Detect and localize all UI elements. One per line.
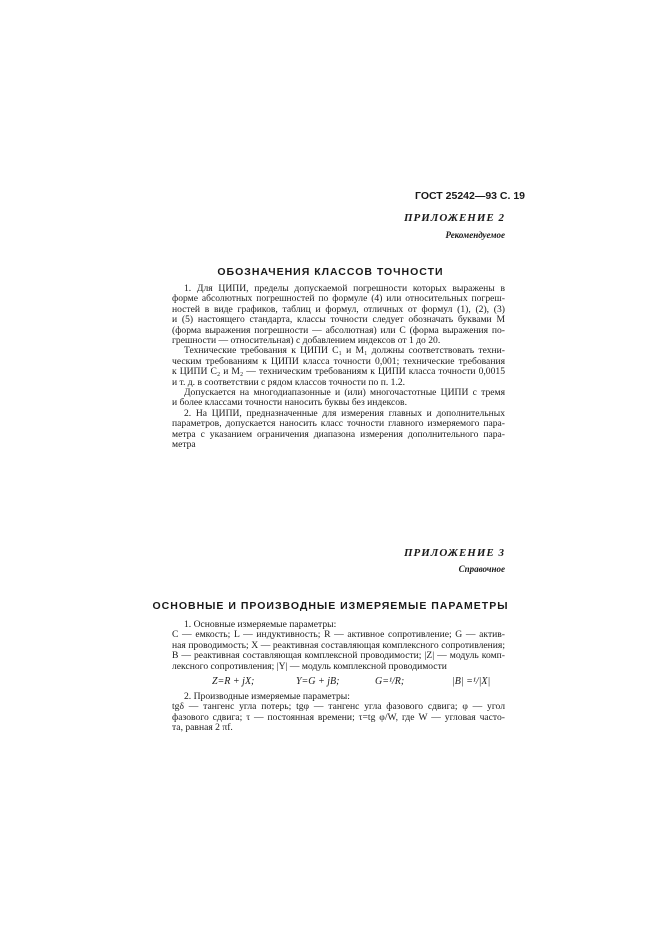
appendix-2-status: Рекомендуемое [445,230,505,240]
text-line: метра [172,439,196,450]
text-line: (форма выражения погрешности — абсолютная) или C (форма выражения по- [172,324,505,336]
text-line: метра с указанием ограничения диапазона измерения дополнительного пара- [172,428,505,440]
text-line: ностей в виде графиков, таблиц и формул, отличных от формул (1), (2), (3) [172,303,505,315]
text-line: фазового сдвига; τ — постоянная времени; τ=tg φ/W, где W — угловая часто- [172,711,505,723]
text-line: 2. Производные измеряемые параметры: [184,691,350,702]
appendix-2-label: ПРИЛОЖЕНИЕ 2 [403,212,505,224]
text-line: 1. Для ЦИПИ, пределы допускаемой погрешности которых выражены в [184,283,505,294]
formula: |B| =¹/|X| [452,676,491,687]
appendix-2-title: ОБОЗНАЧЕНИЯ КЛАССОВ ТОЧНОСТИ [217,266,444,278]
text-line: и т. д. в соответствии с рядом классов точности по п. 1.2. [172,376,406,388]
appendix-3-status: Справочное [458,564,505,574]
text-line: C — емкость; L — индуктивность; R — активное сопротивление; G — актив- [172,629,505,641]
text-line: B — реактивная составляющая комплексной проводимости; |Z| — модуль комп- [172,650,505,662]
text-line: Технические требования к ЦИПИ C₁ и M₁ должны соответствовать техни- [184,345,505,357]
page-header: ГОСТ 25242—93 С. 19 [415,190,526,202]
formula: Z=R + jX; [212,676,255,687]
text-line: лексного сопротивления; |Y| — модуль комплексной проводимости [172,660,447,672]
text-line: грешности — относительная) с добавлением индексов от 1 до 20. [172,335,441,346]
formula: Y=G + jB; [296,676,340,687]
appendix-3-label: ПРИЛОЖЕНИЕ 3 [403,547,505,559]
text-line: форме абсолютных погрешностей по формуле (4) или относительных погреш- [172,293,505,305]
appendix-3-title: ОСНОВНЫЕ И ПРОИЗВОДНЫЕ ИЗМЕРЯЕМЫЕ ПАРАМЕТРЫ [152,600,509,612]
text-line: параметров, допускается наносить класс точности главного измеряемого пара- [172,418,505,430]
formula: G=¹/R; [375,676,405,687]
text-line: 2. На ЦИПИ, предназначенные для измерения главных и дополнительных [184,407,505,419]
text-line: tgδ — тангенс угла потерь; tgφ — тангенс угла фазового сдвига; φ — угол [172,701,505,713]
text-line: ческим требованиям к ЦИПИ класса точности 0,001; технические требования [172,355,505,367]
text-line: ная проводимость; X — реактивная составляющая комплексного сопротивления; [172,639,505,651]
text-line: и более классами точности наносить буквы без индексов. [172,397,407,409]
text-line: Допускается на многодиапазонные и (или) многочастотные ЦИПИ с тремя [184,387,505,398]
text-line: та, равная 2 πf. [172,722,233,734]
text-line: к ЦИПИ C₂ и M₂ — техническим требованиям к ЦИПИ класса точности 0,0015 [172,366,505,378]
text-line: 1. Основные измеряемые параметры: [184,619,337,630]
text-line: и (5) настоящего стандарта, классы точности следует обозначать буквами M [172,314,505,326]
